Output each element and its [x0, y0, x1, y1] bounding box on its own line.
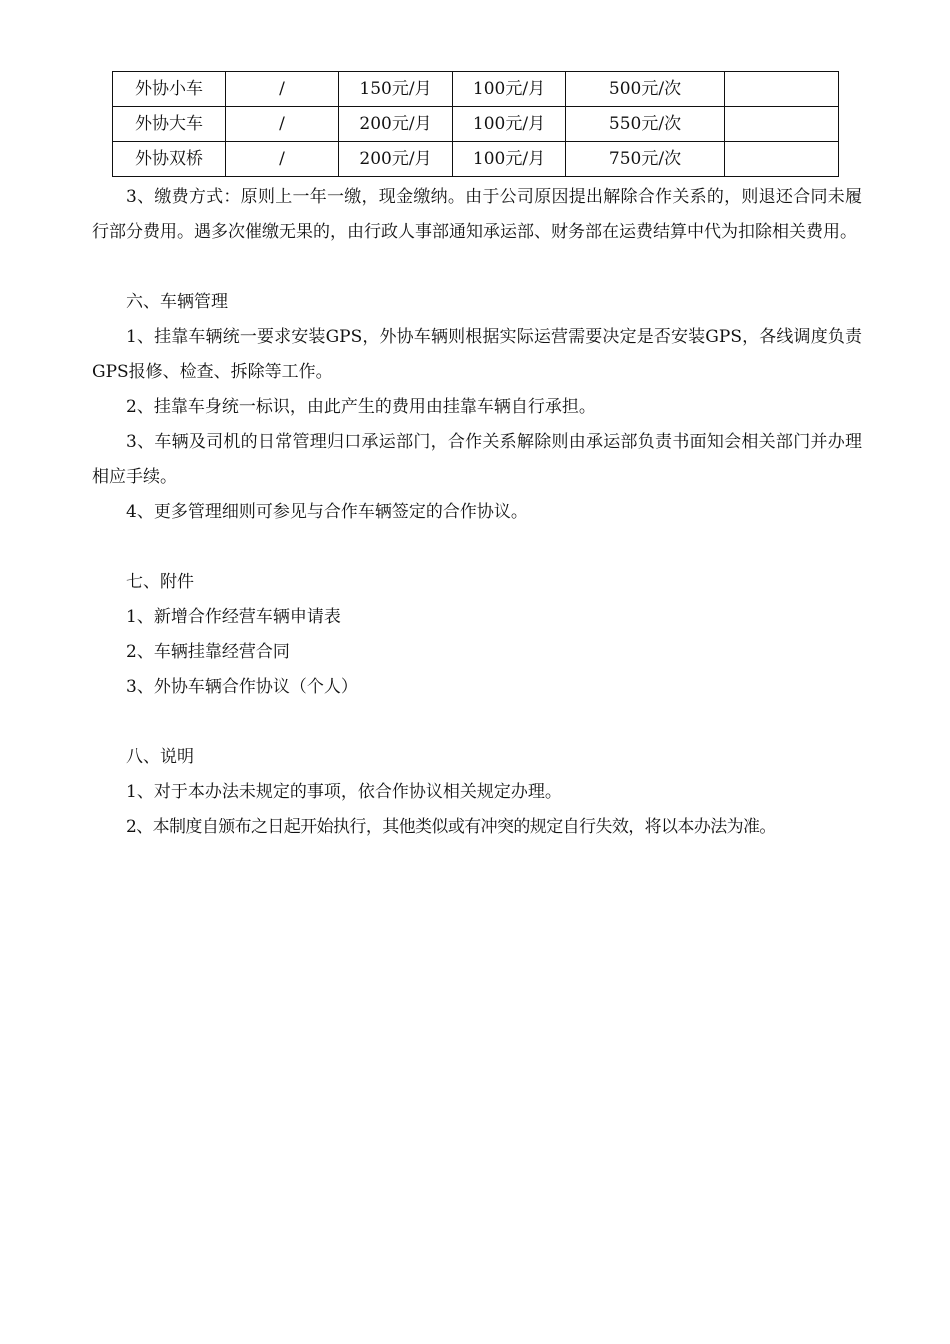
payment-method-paragraph: 3、缴费方式：原则上一年一缴，现金缴纳。由于公司原因提出解除合作关系的，则退还合同未履行部分费用。遇多次催缴无果的，由行政人事部通知承运部、财务部在运费结算中代为扣除相关费用。 — [92, 187, 862, 242]
table-cell: 500元/次 — [566, 72, 725, 107]
attachment-item: 3、外协车辆合作协议（个人） — [126, 677, 358, 697]
table-cell: 100元/月 — [453, 107, 566, 142]
table-cell: 100元/月 — [453, 72, 566, 107]
attachment-item: 2、车辆挂靠经营合同 — [126, 642, 290, 662]
table-cell: 750元/次 — [566, 142, 725, 177]
vehicle-management-item: 4、更多管理细则可参见与合作车辆签定的合作协议。 — [126, 502, 528, 522]
section-heading-attachments: 七、附件 — [126, 572, 194, 592]
table-row — [113, 107, 839, 142]
table-cell: 100元/月 — [453, 142, 566, 177]
notes-item: 1、对于本办法未规定的事项，依合作协议相关规定办理。 — [126, 782, 562, 802]
table-cell: 外协小车 — [113, 72, 226, 107]
vehicle-management-item: 2、挂靠车身统一标识，由此产生的费用由挂靠车辆自行承担。 — [126, 397, 596, 417]
fee-table — [112, 71, 839, 177]
table-cell: / — [226, 72, 339, 107]
table-cell: 外协双桥 — [113, 142, 226, 177]
table-cell: 150元/月 — [339, 72, 453, 107]
table-cell: / — [226, 107, 339, 142]
section-heading-vehicle-management: 六、车辆管理 — [126, 292, 228, 312]
table-cell: 550元/次 — [566, 107, 725, 142]
notes-item: 2、本制度自颁布之日起开始执行，其他类似或有冲突的规定自行失效，将以本办法为准。 — [126, 817, 776, 837]
table-cell: 200元/月 — [339, 142, 453, 177]
table-cell: 200元/月 — [339, 107, 453, 142]
section-heading-notes: 八、说明 — [126, 747, 194, 767]
table-row — [113, 142, 839, 177]
table-cell: 外协大车 — [113, 107, 226, 142]
attachment-item: 1、新增合作经营车辆申请表 — [126, 607, 341, 627]
vehicle-management-item: 1、挂靠车辆统一要求安装GPS，外协车辆则根据实际运营需要决定是否安装GPS，各线调度负责GPS报修、检查、拆除等工作。 — [92, 327, 862, 382]
vehicle-management-item: 3、车辆及司机的日常管理归口承运部门，合作关系解除则由承运部负责书面知会相关部门并办理相应手续。 — [92, 432, 862, 487]
table-cell — [725, 142, 839, 177]
table-cell: / — [226, 142, 339, 177]
table-row — [113, 72, 839, 107]
table-cell — [725, 72, 839, 107]
body-text — [92, 180, 862, 845]
table-cell — [725, 107, 839, 142]
